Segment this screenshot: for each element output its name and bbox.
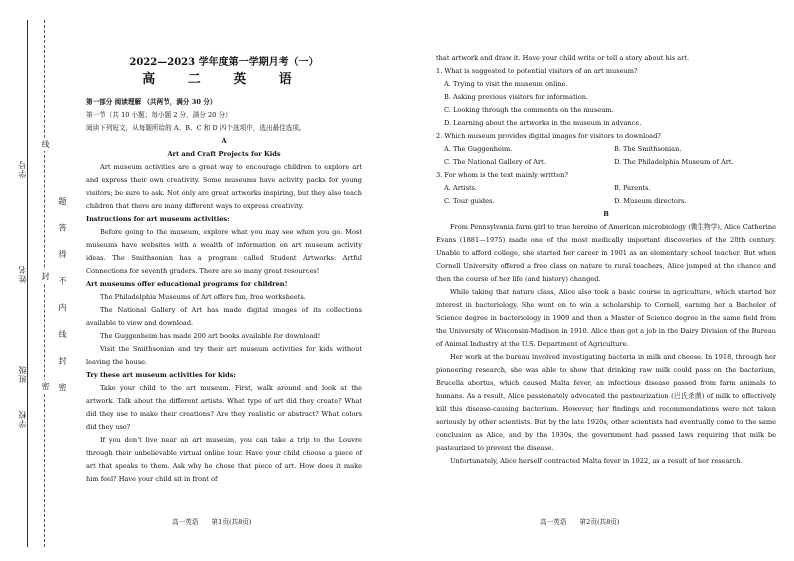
- paragraph: Unfortunately, Alice herself contracted Malta fever in 1922, as a result of her research.: [450, 457, 743, 465]
- option: C. Tour guides.: [444, 197, 495, 205]
- option: C. The National Gallery of Art.: [444, 158, 546, 166]
- page-footer-left: 高一英语 第1页(共8页): [172, 518, 252, 526]
- paragraph: The Guggenheim has made 200 art books available for download!: [100, 332, 321, 340]
- option-row: [436, 156, 776, 169]
- option: D. Museum directors.: [614, 197, 687, 205]
- paragraph: that artwork and draw it. Have your child write or tell a story about his art.: [436, 54, 690, 62]
- question: 1. What is suggested to potential visitors of an art museum?: [436, 67, 638, 75]
- paragraph: The Philadelphia Museums of Art offers fun, free worksheets.: [100, 293, 306, 301]
- option: A. The Guggenheim.: [444, 145, 513, 153]
- binding-margin: [0, 0, 66, 561]
- passage-letter-b: B: [603, 210, 609, 218]
- left-column: [86, 0, 362, 486]
- part-heading: 第一部分 阅读理解 （共两节，满分 30 分）: [86, 98, 217, 106]
- exam-subject: 高 二 英 语: [142, 72, 306, 87]
- paragraph: The National Gallery of Art has made digital images of its collections available to view and download.: [86, 306, 362, 327]
- option-row: [436, 182, 776, 195]
- no-answer-warning: 题 答 得 不 内 线 封 密: [58, 197, 67, 399]
- school-label: 学校: [18, 410, 27, 428]
- paragraph: Her work at the bureau involved investigating bacteria in milk and cheese. In 1918, through her pioneering research, she was able to show that drinking raw milk could pass on the bacterium, Brucella abortus, which caused Malta fever, an infectious disease passed from farm animals to humans. As a result, Alice passionately advocated the pasteurization (巴氏杀菌) of milk to effectively kill this disease-causing bacterium. However, her findings and recommendations were not taken seriously by other scientists. But by the late 1920s, other scientists had eventually come to the same conclusion as Alice, and by the 1930s, the government had passed laws requiring that milk be pasteurized to prevent the disease.: [436, 353, 776, 452]
- option: B. Asking previous visitors for information.: [444, 93, 589, 101]
- binding-dashed-line: [44, 20, 45, 547]
- option-row: [436, 195, 776, 208]
- instruction: 阅读下列短文，从每题所给的 A、B、C 和 D 四个选项中，选出最佳选项。: [86, 124, 306, 132]
- passage-letter-a: A: [221, 137, 227, 145]
- option: D. Learning about the artworks in the museum in advance.: [444, 119, 642, 127]
- paragraph: Before going to the museum, explore what you may see when you go. Most museums have websites with a wealth of information on art museum activity ideas. The Smithsonian has a program called Student Artworks: Artful Connections for seventh graders. There are so many great resources!: [86, 228, 362, 275]
- student-id-label: 学号: [18, 160, 27, 178]
- subheading: Try these art museum activities for kids:: [86, 371, 236, 379]
- paragraph: From Pennsylvania farm girl to true heroine of American microbiology (微生物学), Alice Catherine Evans (1881—1975) made one of the most medically important discoveries of the 20th century. Unable to afford college, she started her career in 1901 as an elementary school teacher. But when Cornell University offered a free class on nature to rural teachers, Alice jumped at the chance and then the course of her life (and history) changed.: [436, 223, 776, 283]
- paragraph: Visit the Smithsonian and try their art museum activities for kids without leaving the house.: [86, 345, 362, 366]
- section-heading: 第一节（共 10 小题；每小题 2 分，满分 20 分）: [86, 111, 232, 119]
- class-label: 班级: [18, 365, 27, 383]
- paragraph: Take your child to the art museum. First, walk around and look at the artwork. Talk about the different artists. What type of art did they create? What did they use to make their creations? Are they realistic or abstract? What colors did they use?: [86, 384, 362, 431]
- subheading: Instructions for art museum activities:: [86, 215, 230, 223]
- right-column: [436, 52, 776, 468]
- option: D. The Philadelphia Museum of Art.: [614, 158, 734, 166]
- exam-title: 2022—2023 学年度第一学期月考（一）: [129, 57, 319, 68]
- option: A. Trying to visit the museum online.: [444, 80, 568, 88]
- name-label: 姓名: [18, 265, 27, 283]
- paragraph: Art museum activities are a great way to encourage children to explore art and express their own creativity. Some museums have activity packs for young visitors; be sure to ask. Not only are great artworks inspiring, but they also teach children that there are many different ways to express creativity.: [86, 163, 362, 210]
- option: C. Looking through the comments on the museum.: [444, 106, 614, 114]
- question: 2. Which museum provides digital images for visitors to download?: [436, 132, 661, 140]
- bind-word-secret: 密: [41, 382, 50, 391]
- bind-word-seal: 封: [41, 272, 50, 281]
- subheading: Art museums offer educational programs for children!: [86, 280, 288, 288]
- binding-line: [27, 20, 28, 547]
- passage-title: Art and Craft Projects for Kids: [167, 150, 281, 158]
- paragraph: While taking that nature class, Alice also took a basic course in agriculture, which started her interest in bacteriology. She went on to win a scholarship to Cornell, earning her a Bachelor of Science degree in bacteriology in 1909 and then a Master of Science degree in the same field from the University of Wisconsin-Madison in 1910. Alice then got a job in the Dairy Division of the Bureau of Animal Industry at the U.S. Department of Agriculture.: [436, 288, 776, 348]
- option: A. Artists.: [444, 184, 478, 192]
- option-row: [436, 143, 776, 156]
- page-footer-right: 高一英语 第2页(共8页): [540, 518, 620, 526]
- option: B. Parents.: [614, 184, 651, 192]
- paragraph: If you don’t live near an art museum, you can take a trip to the Louvre through their unbelievable virtual online tour. Have your child choose a piece of art that speaks to them. Ask why he chose that piece of art. How does it make him feel? Have your child sit in front of: [86, 436, 362, 483]
- option: B. The Smithsonian.: [614, 145, 682, 153]
- question: 3. For whom is the text mainly written?: [436, 171, 568, 179]
- bind-word-line: 线: [41, 140, 50, 149]
